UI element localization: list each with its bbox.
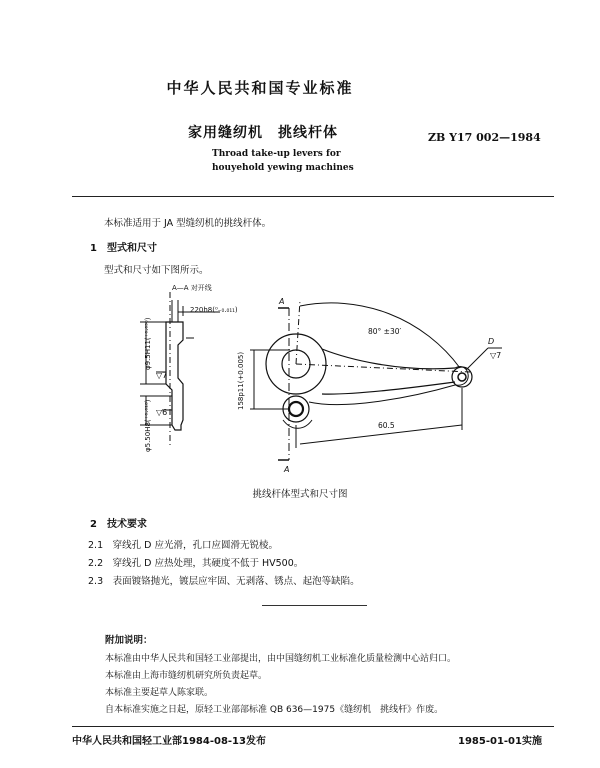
- standard-code: ZB Y17 002—1984: [428, 131, 541, 144]
- figure-caption: 挑线杆体型式和尺寸图: [252, 489, 348, 500]
- section-a-bottom-label: A: [284, 465, 290, 474]
- dim-phi-bottom-label: φ5.50H8(⁺⁰·⁰¹⁸): [144, 399, 152, 452]
- bottom-rule: [72, 726, 554, 727]
- separator-rule: [262, 605, 367, 606]
- intro-text: 本标准适用于 JA 型缝纫机的挑线杆体。: [104, 218, 272, 229]
- requirement-2-1: 2.1 穿线孔 D 应光滑，孔口应圆滑无锐棱。: [88, 540, 278, 551]
- section-label: A—A 对开线: [172, 284, 212, 292]
- section-a-top-label: A: [279, 297, 285, 306]
- dim-220-label: 220h8(⁰₋₀.₀₁₁): [190, 306, 238, 314]
- dim-phi-top-label: φ9.5H11(⁺⁰·⁰⁹⁰): [144, 317, 152, 370]
- requirement-2-3: 2.3 表面镀铬抛光，镀层应牢固、无剥落、锈点、起泡等缺陷。: [88, 576, 360, 587]
- notes-line-1: 本标准由中华人民共和国轻工业部提出，由中国缝纫机工业标准化质量检测中心站归口。: [105, 654, 457, 664]
- length-label: 60.5: [378, 421, 395, 430]
- section2-heading: 2 技术要求: [90, 519, 147, 530]
- notes-line-3: 本标准主要起草人陈家联。: [105, 688, 214, 698]
- section1-text: 型式和尺寸如下图所示。: [104, 265, 209, 276]
- english-title-line2: houyehold yewing machines: [212, 163, 354, 173]
- org-title: 中华人民共和国专业标准: [166, 79, 354, 97]
- notes-title: 附加说明：: [105, 635, 153, 646]
- notes-line-2: 本标准由上海市缝纫机研究所负责起草。: [105, 671, 268, 681]
- roughness-d-label: ▽7: [490, 351, 502, 360]
- section1-heading: 1 型式和尺寸: [90, 243, 157, 254]
- roughness-a-label: ▽7: [156, 371, 168, 380]
- hole-d-label: D: [488, 337, 495, 346]
- roughness-b-label: ▽6: [156, 408, 168, 417]
- footer-effective: 1985-01-01实施: [458, 736, 542, 747]
- angle-label: 80° ±30′: [368, 327, 402, 336]
- requirement-2-2: 2.2 穿线孔 D 应热处理，其硬度不低于 HV500。: [88, 558, 304, 569]
- english-title-line1: Throad take-up levers for: [212, 149, 341, 159]
- dim-158-label: 158p11(+0.005): [237, 351, 245, 410]
- footer-issuer: 中华人民共和国轻工业部1984-08-13发布: [72, 736, 266, 747]
- notes-line-4: 自本标准实施之日起，原轻工业部部标准 QB 636—1975《缝纫机 挑线杆》作废。: [105, 705, 444, 715]
- document-title: 家用缝纫机 挑线杆体: [188, 125, 338, 141]
